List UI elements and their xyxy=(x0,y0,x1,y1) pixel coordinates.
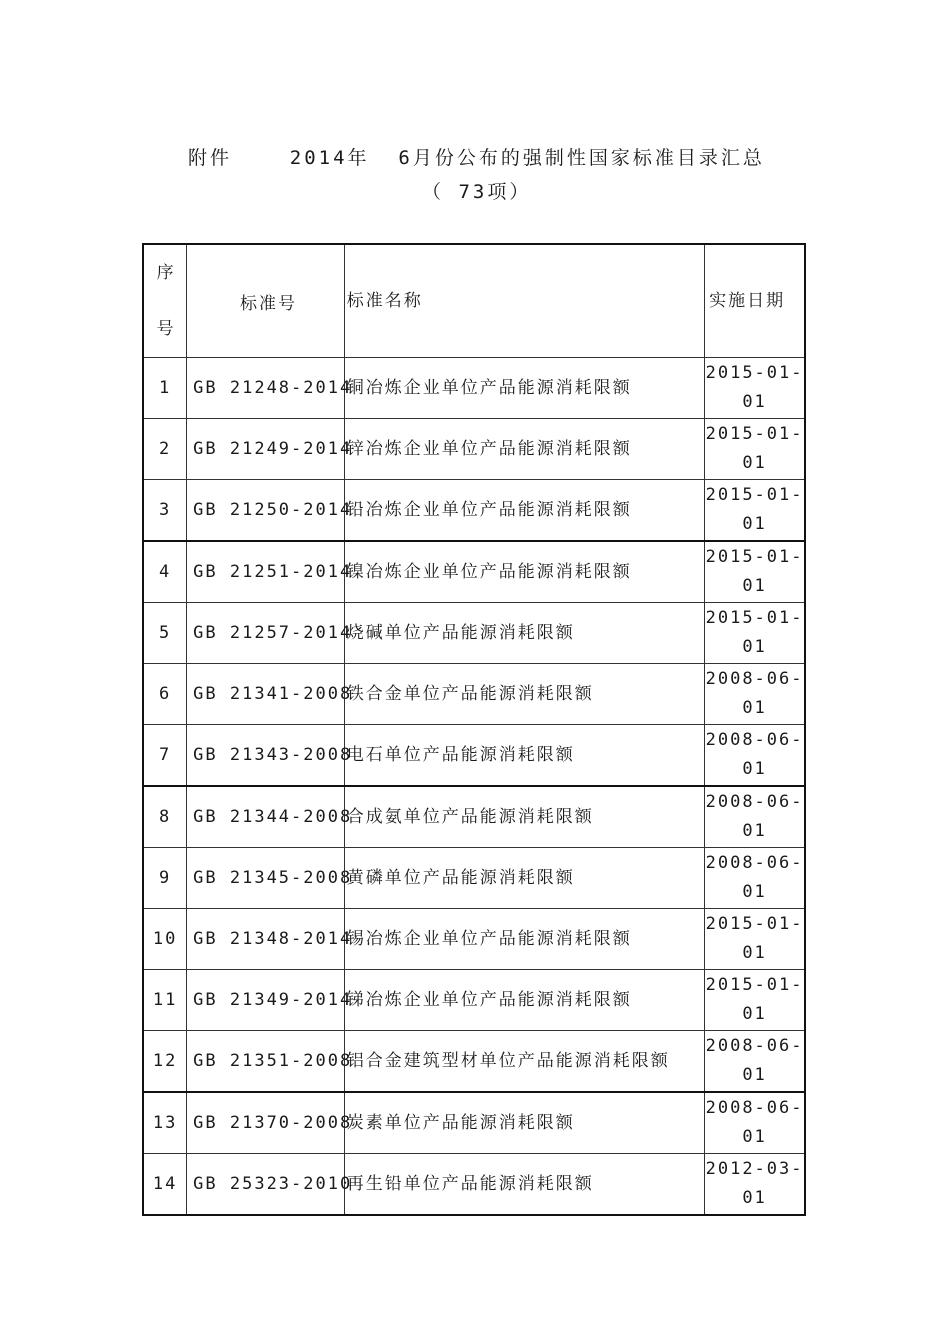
table-row xyxy=(143,419,805,480)
row-no: 13 xyxy=(143,1092,187,1154)
row-code: GB 21251-2014 xyxy=(187,541,345,603)
row-name: 炭素单位产品能源消耗限额 xyxy=(344,1092,704,1154)
header-code: 标准号 xyxy=(187,244,345,358)
standards-table xyxy=(142,243,806,1216)
table-row xyxy=(143,1031,805,1093)
row-name: 铜冶炼企业单位产品能源消耗限额 xyxy=(344,358,704,419)
row-date: 2015-01-01 xyxy=(705,603,805,664)
row-code: GB 21343-2008 xyxy=(187,725,345,787)
row-no: 11 xyxy=(143,970,187,1031)
document-subtitle: （ 73项） xyxy=(422,181,532,203)
row-date: 2008-06-01 xyxy=(705,725,805,787)
row-name: 电石单位产品能源消耗限额 xyxy=(344,725,704,787)
row-name: 铅冶炼企业单位产品能源消耗限额 xyxy=(344,480,704,542)
row-name: 锌冶炼企业单位产品能源消耗限额 xyxy=(344,419,704,480)
row-name: 烧碱单位产品能源消耗限额 xyxy=(344,603,704,664)
header-date: 实施日期 xyxy=(705,244,805,358)
row-name: 镍冶炼企业单位产品能源消耗限额 xyxy=(344,541,704,603)
row-no: 7 xyxy=(143,725,187,787)
row-date: 2015-01-01 xyxy=(705,419,805,480)
row-code: GB 25323-2010 xyxy=(187,1154,345,1216)
row-no: 14 xyxy=(143,1154,187,1216)
row-name: 锡冶炼企业单位产品能源消耗限额 xyxy=(344,909,704,970)
row-code: GB 21250-2014 xyxy=(187,480,345,542)
row-date: 2008-06-01 xyxy=(705,664,805,725)
table-row xyxy=(143,541,805,603)
row-code: GB 21351-2008 xyxy=(187,1031,345,1093)
row-date: 2008-06-01 xyxy=(705,786,805,848)
row-no: 10 xyxy=(143,909,187,970)
header-name: 标准名称 xyxy=(344,244,704,358)
row-code: GB 21248-2014 xyxy=(187,358,345,419)
table-row xyxy=(143,725,805,787)
row-code: GB 21344-2008 xyxy=(187,786,345,848)
row-date: 2015-01-01 xyxy=(705,909,805,970)
row-no: 1 xyxy=(143,358,187,419)
row-name: 合成氨单位产品能源消耗限额 xyxy=(344,786,704,848)
document-title: 附件 2014年 6月份公布的强制性国家标准目录汇总 xyxy=(188,147,765,169)
row-code: GB 21349-2014 xyxy=(187,970,345,1031)
row-no: 5 xyxy=(143,603,187,664)
row-date: 2012-03-01 xyxy=(705,1154,805,1216)
row-code: GB 21341-2008 xyxy=(187,664,345,725)
row-date: 2008-06-01 xyxy=(705,848,805,909)
row-name: 铝合金建筑型材单位产品能源消耗限额 xyxy=(344,1031,704,1093)
table-row xyxy=(143,480,805,542)
row-name: 再生铅单位产品能源消耗限额 xyxy=(344,1154,704,1216)
table-row xyxy=(143,848,805,909)
table-row xyxy=(143,786,805,848)
row-date: 2008-06-01 xyxy=(705,1031,805,1093)
row-no: 12 xyxy=(143,1031,187,1093)
row-no: 9 xyxy=(143,848,187,909)
row-name: 锑冶炼企业单位产品能源消耗限额 xyxy=(344,970,704,1031)
table-row xyxy=(143,970,805,1031)
table-row xyxy=(143,1092,805,1154)
row-no: 8 xyxy=(143,786,187,848)
table-row xyxy=(143,358,805,419)
table-row xyxy=(143,664,805,725)
row-name: 黄磷单位产品能源消耗限额 xyxy=(344,848,704,909)
table-row xyxy=(143,909,805,970)
header-no: 序号 xyxy=(143,244,187,358)
row-code: GB 21348-2014 xyxy=(187,909,345,970)
row-date: 2015-01-01 xyxy=(705,970,805,1031)
row-code: GB 21370-2008 xyxy=(187,1092,345,1154)
row-no: 3 xyxy=(143,480,187,542)
row-code: GB 21257-2014 xyxy=(187,603,345,664)
row-no: 6 xyxy=(143,664,187,725)
row-code: GB 21345-2008 xyxy=(187,848,345,909)
row-no: 2 xyxy=(143,419,187,480)
row-no: 4 xyxy=(143,541,187,603)
row-date: 2008-06-01 xyxy=(705,1092,805,1154)
row-code: GB 21249-2014 xyxy=(187,419,345,480)
row-date: 2015-01-01 xyxy=(705,358,805,419)
row-date: 2015-01-01 xyxy=(705,480,805,542)
table-header-row xyxy=(143,244,805,358)
table-row xyxy=(143,603,805,664)
row-date: 2015-01-01 xyxy=(705,541,805,603)
table-row xyxy=(143,1154,805,1216)
row-name: 铁合金单位产品能源消耗限额 xyxy=(344,664,704,725)
